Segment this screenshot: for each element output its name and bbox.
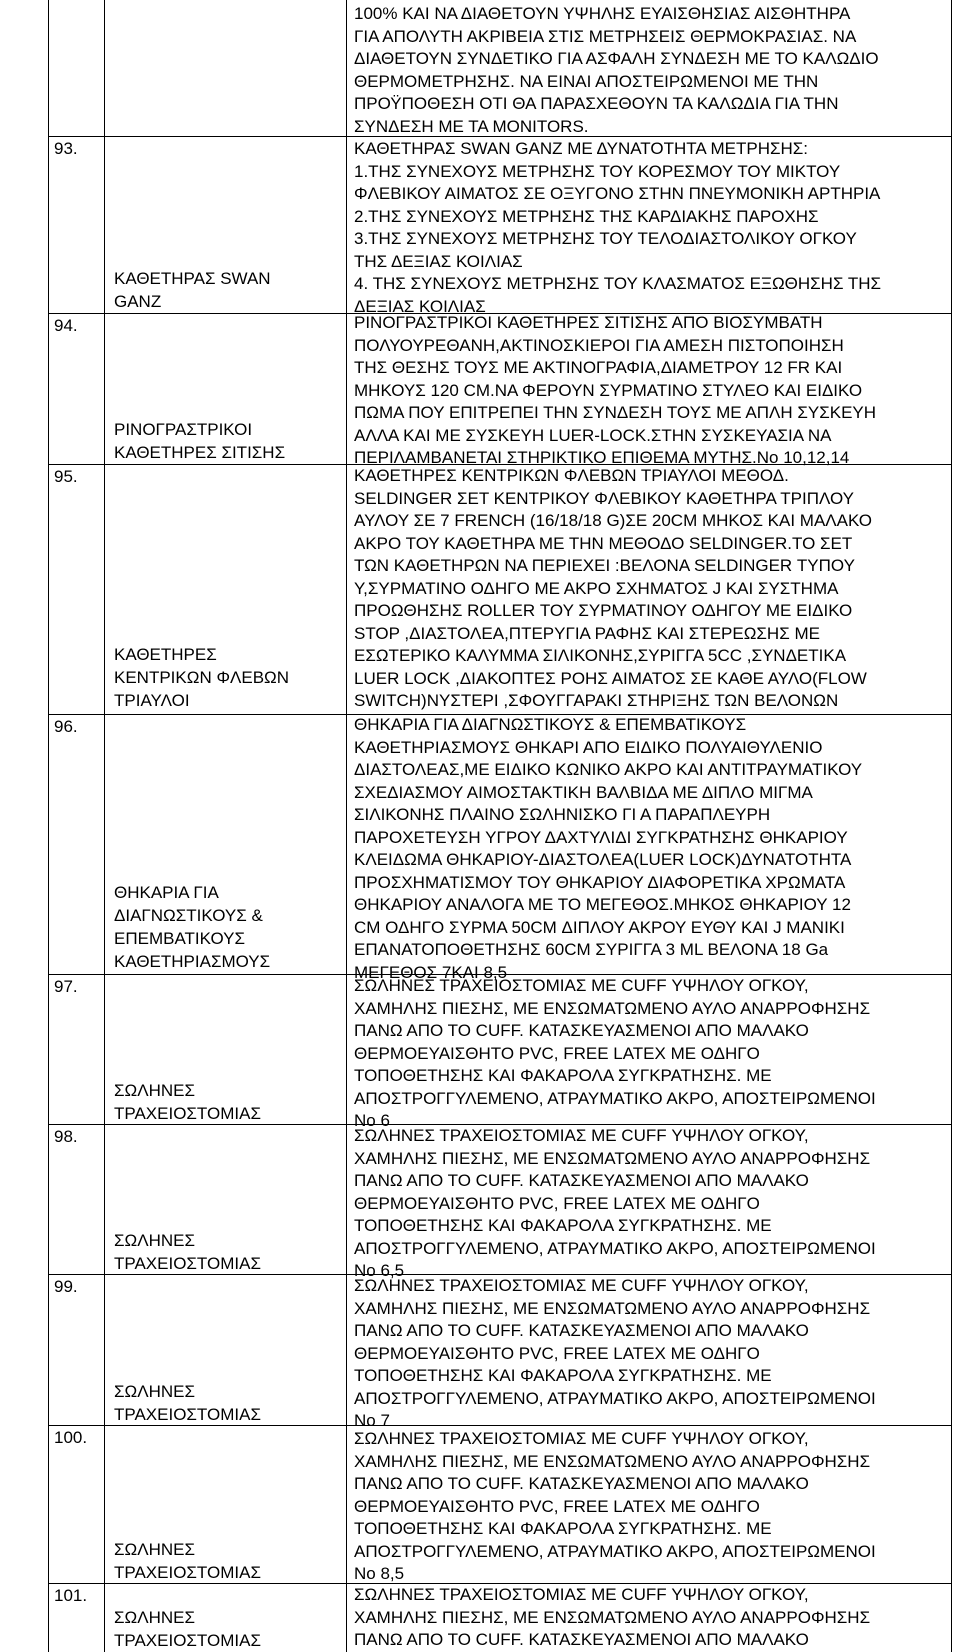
item-spec: ΣΩΛΗΝΕΣ ΤΡΑΧΕΙΟΣΤΟΜΙΑΣ ΜΕ CUFF ΥΨΗΛΟΥ ΟΓΚΟΥ, ΧΑΜΗΛΗΣ ΠΙΕΣΗΣ, ΜΕ ΕΝΣΩΜΑΤΩΜΕΝΟ ΑΥΛΟ ΑΝΑΡΡΟΦΗΣΗΣ ΠΑΝΩ ΑΠΟ ΤΟ CUFF. ΚΑΤΑΣΚΕΥΑΣΜΕΝΟΙ ΑΠΟ ΜΑΛΑΚΟ	[354, 1585, 871, 1649]
item-spec: ΣΩΛΗΝΕΣ ΤΡΑΧΕΙΟΣΤΟΜΙΑΣ ΜΕ CUFF ΥΨΗΛΟΥ ΟΓΚΟΥ, ΧΑΜΗΛΗΣ ΠΙΕΣΗΣ, ΜΕ ΕΝΣΩΜΑΤΩΜΕΝΟ ΑΥΛΟ ΑΝΑΡΡΟΦΗΣΗΣ ΠΑΝΩ ΑΠΟ ΤΟ CUFF. ΚΑΤΑΣΚΕΥΑΣΜΕΝΟΙ ΑΠΟ ΜΑΛΑΚΟ ΘΕΡΜΟΕΥΑΙΣΘΗΤΟ PVC, FREE LATEX ΜΕ ΟΔΗΓΟ ΤΟΠΟΘΕΤΗΣΗΣ ΚΑΙ ΦΑΚΑΡΟΛΑ ΣΥΓΚΡΑΤΗΣΗΣ. ΜΕ ΑΠΟΣΤΡΟΓΓΥΛΕΜΕΝΟ, ΑΤΡΑΥΜΑΤΙΚΟ ΑΚΡΟ, ΑΠΟΣΤΕΙΡΩΜΕΝΟΙ Νο 8,5	[354, 1429, 876, 1583]
intro-spec-text: 100% ΚΑΙ ΝΑ ΔΙΑΘΕΤΟΥΝ ΥΨΗΛΗΣ ΕΥΑΙΣΘΗΣΙΑΣ ΑΙΣΘΗΤΗΡΑ ΓΙΑ ΑΠΟΛΥΤΗ ΑΚΡΙΒΕΙΑ ΣΤΙΣ ΜΕΤΡΗΣΕΙΣ ΘΕΡΜΟΚΡΑΣΙΑΣ. ΝΑ ΔΙΑΘΕΤΟΥΝ ΣΥΝΔΕΤΙΚΟ ΓΙΑ ΑΣΦΑΛΗ ΣΥΝΔΕΣΗ ΜΕ ΤΟ ΚΑΛΩΔΙΟ ΘΕΡΜΟΜΕΤΡΗΣΗΣ. ΝΑ ΕΙΝΑΙ ΑΠΟΣΤΕΙΡΩΜΕΝΟΙ ΜΕ ΤΗΝ ΠΡΟΫΠΟΘΕΣΗ ΟΤΙ ΘΑ ΠΑΡΑΣΧΕΘΟΥΝ ΤΑ ΚΑΛΩΔΙΑ ΓΙΑ ΤΗΝ ΣΥΝΔΕΣΗ ΜΕ ΤΑ MONITORS.	[354, 4, 879, 136]
item-name: ΣΩΛΗΝΕΣ ΤΡΑΧΕΙΟΣΤΟΜΙΑΣ	[114, 1540, 261, 1582]
column-border-right	[951, 0, 952, 1652]
item-name: ΣΩΛΗΝΕΣ ΤΡΑΧΕΙΟΣΤΟΜΙΑΣ	[114, 1382, 261, 1424]
item-name: ΡΙΝΟΓΡΑΣΤΡΙΚΟΙ ΚΑΘΕΤΗΡΕΣ ΣΙΤΙΣΗΣ	[114, 420, 286, 462]
item-spec: ΡΙΝΟΓΡΑΣΤΡΙΚΟΙ ΚΑΘΕΤΗΡΕΣ ΣΙΤΙΣΗΣ ΑΠΟ ΒΙΟΣΥΜΒΑΤΗ ΠΟΛΥΟΥΡΕΘΑΝΗ,ΑΚΤΙΝΟΣΚΙΕΡΟΙ ΓΙΑ ΑΜΕΣΗ ΠΙΣΤΟΠΟΙΗΣΗ ΤΗΣ ΘΕΣΗΣ ΤΟΥΣ ΜΕ ΑΚΤΙΝΟΓΡΑΦΙΑ,ΔΙΑΜΕΤΡΟΥ 12 FR ΚΑΙ ΜΗΚΟΥΣ 120 CM.ΝΑ ΦΕΡΟΥΝ ΣΥΡΜΑΤΙΝΟ ΣΤΥΛΕΟ ΚΑΙ ΕΙΔΙΚΟ ΠΩΜΑ ΠΟΥ ΕΠΙΤΡΕΠΕΙ ΤΗΝ ΣΥΝΔΕΣΗ ΤΟΥΣ ΜΕ ΑΠΛΗ ΣΥΣΚΕΥΗ ΑΛΛΑ ΚΑΙ ΜΕ ΣΥΣΚΕΥΗ LUER-LOCK.ΣΤΗΝ ΣΥΣΚΕΥΑΣΙΑ ΝΑ ΠΕΡΙΛΑΜΒΑΝΕΤΑΙ ΣΤΗΡΙΚΤΙΚΟ ΕΠΙΘΕΜΑ ΜΥΤΗΣ.Νο 10,12,14	[354, 313, 877, 467]
item-name: ΣΩΛΗΝΕΣ ΤΡΑΧΕΙΟΣΤΟΜΙΑΣ	[114, 1081, 261, 1123]
column-border-number-name	[104, 0, 105, 1652]
item-spec: ΚΑΘΕΤΗΡΑΣ SWAN GANZ ΜΕ ΔΥΝΑΤΟΤΗΤΑ ΜΕΤΡΗΣΗΣ: 1.ΤΗΣ ΣΥΝΕΧΟΥΣ ΜΕΤΡΗΣΗΣ ΤΟΥ ΚΟΡΕΣΜΟΥ ΤΟΥ ΜΙΚΤΟΥ ΦΛΕΒΙΚΟΥ ΑΙΜΑΤΟΣ ΣΕ ΟΞΥΓΟΝΟ ΣΤΗΝ ΠΝΕΥΜΟΝΙΚΗ ΑΡΤΗΡΙΑ 2.ΤΗΣ ΣΥΝΕΧΟΥΣ ΜΕΤΡΗΣΗΣ ΤΗΣ ΚΑΡΔΙΑΚΗΣ ΠΑΡΟΧΗΣ 3.ΤΗΣ ΣΥΝΕΧΟΥΣ ΜΕΤΡΗΣΗΣ ΤΟΥ ΤΕΛΟΔΙΑΣΤΟΛΙΚΟΥ ΟΓΚΟΥ ΤΗΣ ΔΕΞΙΑΣ ΚΟΙΛΙΑΣ 4. ΤΗΣ ΣΥΝΕΧΟΥΣ ΜΕΤΡΗΣΗΣ ΤΟΥ ΚΛΑΣΜΑΤΟΣ ΕΞΩΘΗΣΗΣ ΤΗΣ ΔΕΞΙΑΣ ΚΟΙΛΙΑΣ	[354, 139, 882, 316]
item-spec: ΣΩΛΗΝΕΣ ΤΡΑΧΕΙΟΣΤΟΜΙΑΣ ΜΕ CUFF ΥΨΗΛΟΥ ΟΓΚΟΥ, ΧΑΜΗΛΗΣ ΠΙΕΣΗΣ, ΜΕ ΕΝΣΩΜΑΤΩΜΕΝΟ ΑΥΛΟ ΑΝΑΡΡΟΦΗΣΗΣ ΠΑΝΩ ΑΠΟ ΤΟ CUFF. ΚΑΤΑΣΚΕΥΑΣΜΕΝΟΙ ΑΠΟ ΜΑΛΑΚΟ ΘΕΡΜΟΕΥΑΙΣΘΗΤΟ PVC, FREE LATEX ΜΕ ΟΔΗΓΟ ΤΟΠΟΘΕΤΗΣΗΣ ΚΑΙ ΦΑΚΑΡΟΛΑ ΣΥΓΚΡΑΤΗΣΗΣ. ΜΕ ΑΠΟΣΤΡΟΓΓΥΛΕΜΕΝΟ, ΑΤΡΑΥΜΑΤΙΚΟ ΑΚΡΟ, ΑΠΟΣΤΕΙΡΩΜΕΝΟΙ Νο 6,5	[354, 1126, 876, 1280]
item-number: 101.	[54, 1586, 88, 1605]
item-name: ΘΗΚΑΡΙΑ ΓΙΑ ΔΙΑΓΝΩΣΤΙΚΟΥΣ & ΕΠΕΜΒΑΤΙΚΟΥΣ ΚΑΘΕΤΗΡΙΑΣΜΟΥΣ	[114, 883, 271, 971]
item-spec: ΚΑΘΕΤΗΡΕΣ ΚΕΝΤΡΙΚΩΝ ΦΛΕΒΩΝ ΤΡΙΑΥΛΟΙ ΜΕΘΟΔ. SELDINGER ΣΕΤ ΚΕΝΤΡΙΚΟΥ ΦΛΕΒΙΚΟΥ ΚΑΘΕΤΗΡΑ ΤΡΙΠΛΟΥ ΑΥΛΟΥ ΣΕ 7 FRENCH (16/18/18 G)ΣΕ 20CM ΜΗΚΟΣ ΚΑΙ ΜΑΛΑΚΟ ΑΚΡΟ ΤΟΥ ΚΑΘΕΤΗΡΑ ΜΕ ΤΗΝ ΜΕΘΟΔΟ SELDINGER.ΤΟ ΣΕΤ ΤΩΝ ΚΑΘΕΤΗΡΩΝ ΝΑ ΠΕΡΙΕΧΕΙ :ΒΕΛΟΝΑ SELDINGER ΤΥΠΟΥ Υ,ΣΥΡΜΑΤΙΝΟ ΟΔΗΓΟ ΜΕ ΑΚΡΟ ΣΧΗΜΑΤΟΣ J ΚΑΙ ΣΥΣΤΗΜΑ ΠΡΟΩΘΗΣΗΣ ROLLER ΤΟΥ ΣΥΡΜΑΤΙΝΟΥ ΟΔΗΓΟΥ ΜΕ ΕΙΔΙΚΟ STOP ,ΔΙΑΣΤΟΛΕΑ,ΠΤΕΡΥΓΙΑ ΡΑΦΗΣ ΚΑΙ ΣΤΕΡΕΩΣΗΣ ΜΕ ΕΣΩΤΕΡΙΚΟ ΚΑΛΥΜΜΑ ΣΙΛΙΚΟΝΗΣ,ΣΥΡΙΓΓΑ 5CC ,ΣΥΝΔΕΤΙΚΑ LUER LOCK ,ΔΙΑΚΟΠΤΕΣ ΡΟΗΣ ΑΙΜΑΤΟΣ ΣΕ ΚΑΘΕ ΑΥΛΟ(FLOW SWITCH)ΝΥΣΤΕΡΙ ,ΣΦΟΥΓΓΑΡΑΚΙ ΣΤΗΡΙΞΗΣ ΤΩΝ ΒΕΛΟΝΩΝ	[354, 466, 873, 710]
item-name: ΚΑΘΕΤΗΡΕΣ ΚΕΝΤΡΙΚΩΝ ΦΛΕΒΩΝ ΤΡΙΑΥΛΟΙ	[114, 645, 290, 710]
item-spec: ΘΗΚΑΡΙΑ ΓΙΑ ΔΙΑΓΝΩΣΤΙΚΟΥΣ & ΕΠΕΜΒΑΤΙΚΟΥΣ ΚΑΘΕΤΗΡΙΑΣΜΟΥΣ ΘΗΚΑΡΙ ΑΠΟ ΕΙΔΙΚΟ ΠΟΛΥΑΙΘΥΛΕΝΙΟ ΔΙΑΣΤΟΛΕΑΣ,ΜΕ ΕΙΔΙΚΟ ΚΩΝΙΚΟ ΑΚΡΟ ΚΑΙ ΑΝΤΙΤΡΑΥΜΑΤΙΚΟΥ ΣΧΕΔΙΑΣΜΟΥ ΑΙΜΟΣΤΑΚΤΙΚΗ ΒΑΛΒΙΔΑ ΜΕ ΔΙΠΛΟ ΜΙΓΜΑ ΣΙΛΙΚΟΝΗΣ ΠΛΑΙΝΟ ΣΩΛΗΝΙΣΚΟ ΓΙ Α ΠΑΡΑΠΛΕΥΡΗ ΠΑΡΟΧΕΤΕΥΣΗ ΥΓΡΟΥ ΔΑΧΤΥΛΙΔΙ ΣΥΓΚΡΑΤΗΣΗΣ ΘΗΚΑΡΙΟΥ ΚΛΕΙΔΩΜΑ ΘΗΚΑΡΙΟΥ-ΔΙΑΣΤΟΛΕΑ(LUER LOCK)ΔΥΝΑΤΟΤΗΤΑ ΠΡΟΣΧΗΜΑΤΙΣΜΟΥ ΤΟΥ ΘΗΚΑΡΙΟΥ ΔΙΑΦΟΡΕΤΙΚΑ ΧΡΩΜΑΤΑ ΘΗΚΑΡΙΟΥ ΑΝΑΛΟΓΑ ΜΕ ΤΟ ΜΕΓΕΘΟΣ.ΜΗΚΟΣ ΘΗΚΑΡΙΟΥ 12 CM ΟΔΗΓΟ ΣΥΡΜΑ 50CM ΔΙΠΛΟΥ ΑΚΡΟΥ ΕΥΘΥ ΚΑΙ J ΜΑΝΙΚΙ ΕΠΑΝΑΤΟΠΟΘΕΤΗΣΗΣ 60CM ΣΥΡΙΓΓΑ 3 ML ΒΕΛΟΝΑ 18 Ga ΜΕΓΕΘΟΣ 7ΚΑΙ 8,5	[354, 715, 863, 982]
item-number: 95.	[54, 467, 78, 486]
item-name: ΣΩΛΗΝΕΣ ΤΡΑΧΕΙΟΣΤΟΜΙΑΣ	[114, 1608, 261, 1650]
item-spec: ΣΩΛΗΝΕΣ ΤΡΑΧΕΙΟΣΤΟΜΙΑΣ ΜΕ CUFF ΥΨΗΛΟΥ ΟΓΚΟΥ, ΧΑΜΗΛΗΣ ΠΙΕΣΗΣ, ΜΕ ΕΝΣΩΜΑΤΩΜΕΝΟ ΑΥΛΟ ΑΝΑΡΡΟΦΗΣΗΣ ΠΑΝΩ ΑΠΟ ΤΟ CUFF. ΚΑΤΑΣΚΕΥΑΣΜΕΝΟΙ ΑΠΟ ΜΑΛΑΚΟ ΘΕΡΜΟΕΥΑΙΣΘΗΤΟ PVC, FREE LATEX ΜΕ ΟΔΗΓΟ ΤΟΠΟΘΕΤΗΣΗΣ ΚΑΙ ΦΑΚΑΡΟΛΑ ΣΥΓΚΡΑΤΗΣΗΣ. ΜΕ ΑΠΟΣΤΡΟΓΓΥΛΕΜΕΝΟ, ΑΤΡΑΥΜΑΤΙΚΟ ΑΚΡΟ, ΑΠΟΣΤΕΙΡΩΜΕΝΟΙ Νο 6	[354, 976, 876, 1130]
item-spec: ΣΩΛΗΝΕΣ ΤΡΑΧΕΙΟΣΤΟΜΙΑΣ ΜΕ CUFF ΥΨΗΛΟΥ ΟΓΚΟΥ, ΧΑΜΗΛΗΣ ΠΙΕΣΗΣ, ΜΕ ΕΝΣΩΜΑΤΩΜΕΝΟ ΑΥΛΟ ΑΝΑΡΡΟΦΗΣΗΣ ΠΑΝΩ ΑΠΟ ΤΟ CUFF. ΚΑΤΑΣΚΕΥΑΣΜΕΝΟΙ ΑΠΟ ΜΑΛΑΚΟ ΘΕΡΜΟΕΥΑΙΣΘΗΤΟ PVC, FREE LATEX ΜΕ ΟΔΗΓΟ ΤΟΠΟΘΕΤΗΣΗΣ ΚΑΙ ΦΑΚΑΡΟΛΑ ΣΥΓΚΡΑΤΗΣΗΣ. ΜΕ ΑΠΟΣΤΡΟΓΓΥΛΕΜΕΝΟ, ΑΤΡΑΥΜΑΤΙΚΟ ΑΚΡΟ, ΑΠΟΣΤΕΙΡΩΜΕΝΟΙ Νο 7	[354, 1276, 876, 1430]
item-name: ΣΩΛΗΝΕΣ ΤΡΑΧΕΙΟΣΤΟΜΙΑΣ	[114, 1231, 261, 1273]
item-number: 96.	[54, 717, 78, 736]
column-border-name-spec	[346, 0, 347, 1652]
item-number: 99.	[54, 1277, 78, 1296]
item-number: 94.	[54, 316, 78, 335]
column-border-left	[48, 0, 49, 1652]
item-name: ΚΑΘΕΤΗΡΑΣ SWAN GANZ	[114, 269, 271, 311]
item-number: 97.	[54, 977, 78, 996]
item-number: 98.	[54, 1127, 78, 1146]
item-number: 93.	[54, 139, 78, 158]
item-number: 100.	[54, 1428, 88, 1447]
